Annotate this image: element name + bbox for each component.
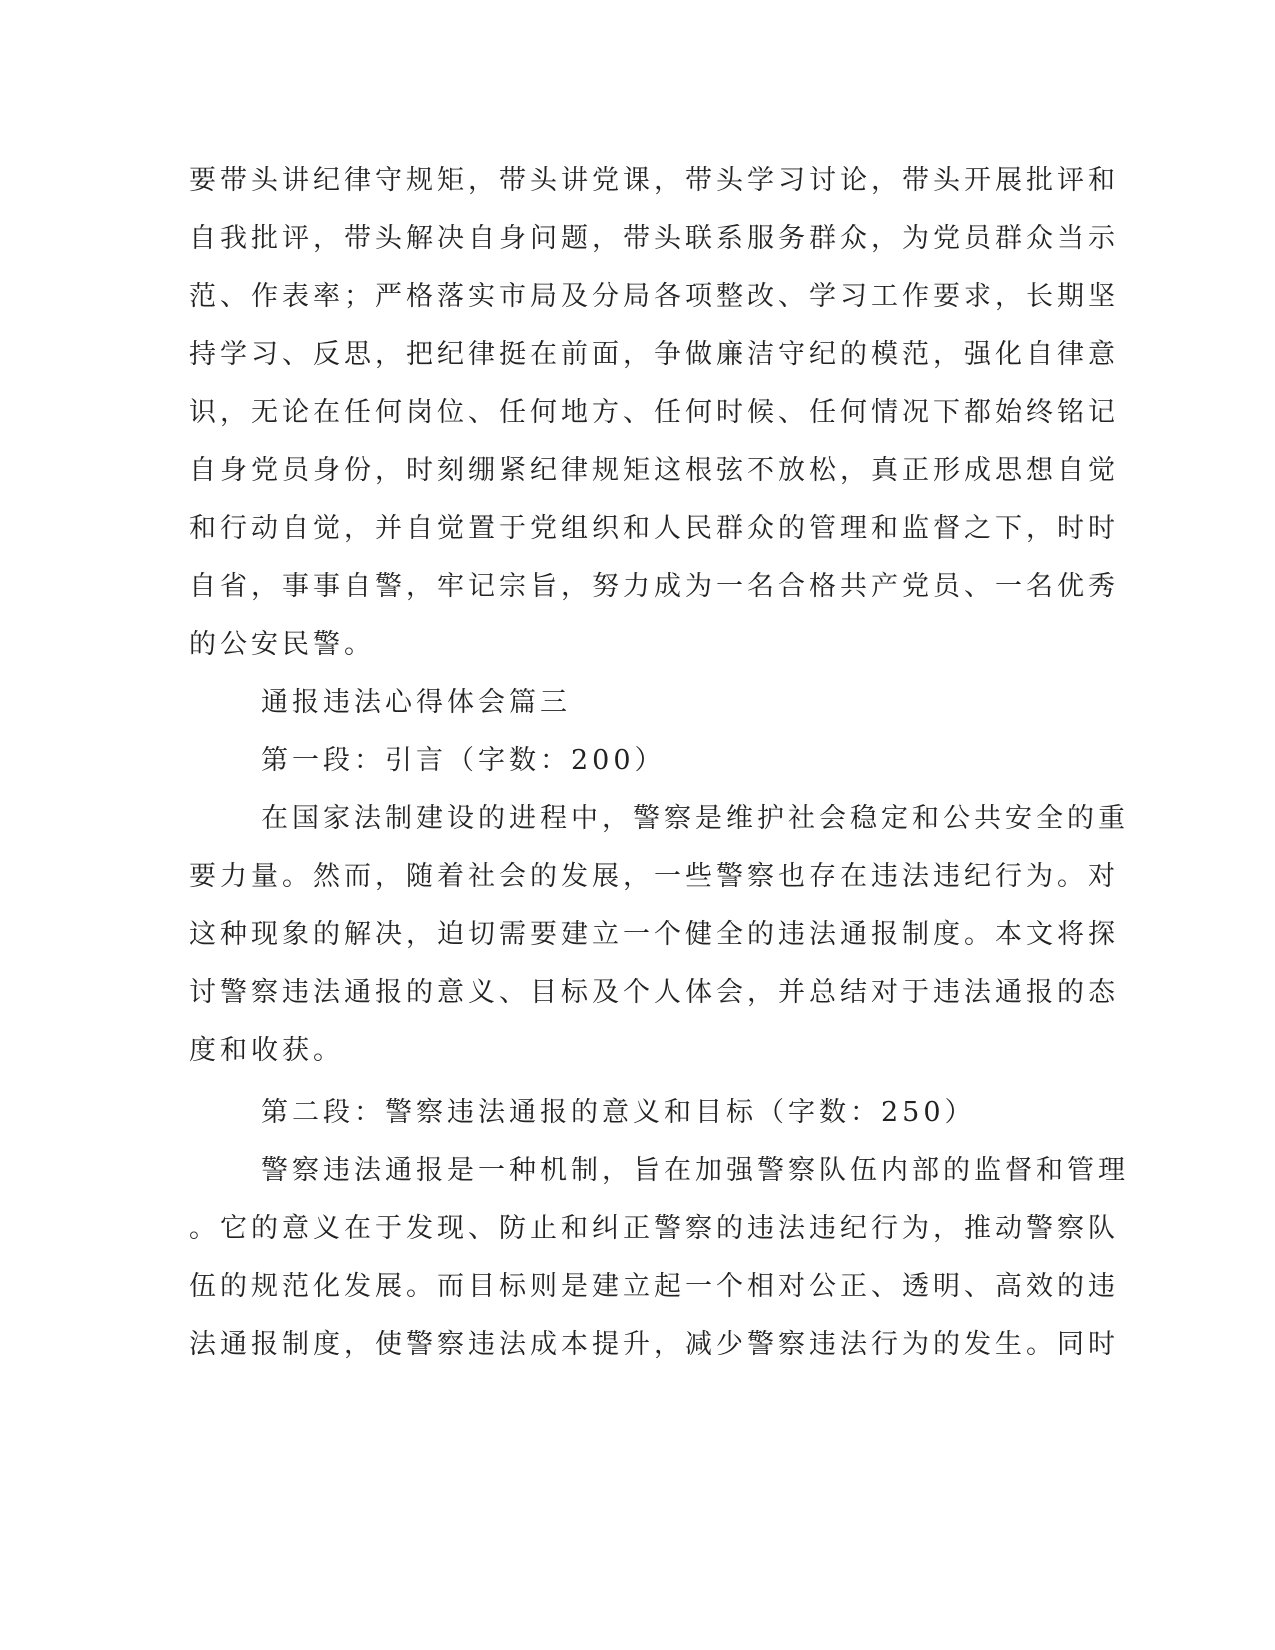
paragraph-heading: 第一段：引言（字数：200） bbox=[261, 745, 666, 776]
text-line: 自身党员身份，时刻绷紧纪律规矩这根弦不放松，真正形成思想自觉 bbox=[189, 455, 1119, 486]
text-line: 和行动自觉，并自觉置于党组织和人民群众的管理和监督之下，时时 bbox=[189, 513, 1119, 544]
text-line: 要力量。然而，随着社会的发展，一些警察也存在违法违纪行为。对 bbox=[189, 861, 1119, 892]
text-line: 在国家法制建设的进程中，警察是维护社会稳定和公共安全的重 bbox=[261, 803, 1129, 834]
text-line: 自我批评，带头解决自身问题，带头联系服务群众，为党员群众当示 bbox=[189, 223, 1119, 254]
text-line: 讨警察违法通报的意义、目标及个人体会，并总结对于违法通报的态 bbox=[189, 977, 1119, 1008]
text-line: 识，无论在任何岗位、任何地方、任何时候、任何情况下都始终铭记 bbox=[189, 397, 1119, 428]
text-line: 。它的意义在于发现、防止和纠正警察的违法违纪行为，推动警察队 bbox=[189, 1213, 1119, 1244]
text-line: 的公安民警。 bbox=[189, 629, 375, 660]
text-line: 自省，事事自警，牢记宗旨，努力成为一名合格共产党员、一名优秀 bbox=[189, 571, 1119, 602]
text-line: 这种现象的解决，迫切需要建立一个健全的违法通报制度。本文将探 bbox=[189, 919, 1119, 950]
section-heading: 通报违法心得体会篇三 bbox=[261, 687, 571, 718]
text-line: 度和收获。 bbox=[189, 1035, 344, 1066]
text-line: 警察违法通报是一种机制，旨在加强警察队伍内部的监督和管理 bbox=[261, 1155, 1129, 1186]
text-line: 要带头讲纪律守规矩，带头讲党课，带头学习讨论，带头开展批评和 bbox=[189, 165, 1119, 196]
text-line: 法通报制度，使警察违法成本提升，减少警察违法行为的发生。同时 bbox=[189, 1329, 1119, 1360]
text-line: 范、作表率；严格落实市局及分局各项整改、学习工作要求，长期坚 bbox=[189, 281, 1119, 312]
paragraph-heading: 第二段：警察违法通报的意义和目标（字数：250） bbox=[261, 1097, 976, 1128]
text-line: 伍的规范化发展。而目标则是建立起一个相对公正、透明、高效的违 bbox=[189, 1271, 1119, 1302]
text-line: 持学习、反思，把纪律挺在前面，争做廉洁守纪的模范，强化自律意 bbox=[189, 339, 1119, 370]
